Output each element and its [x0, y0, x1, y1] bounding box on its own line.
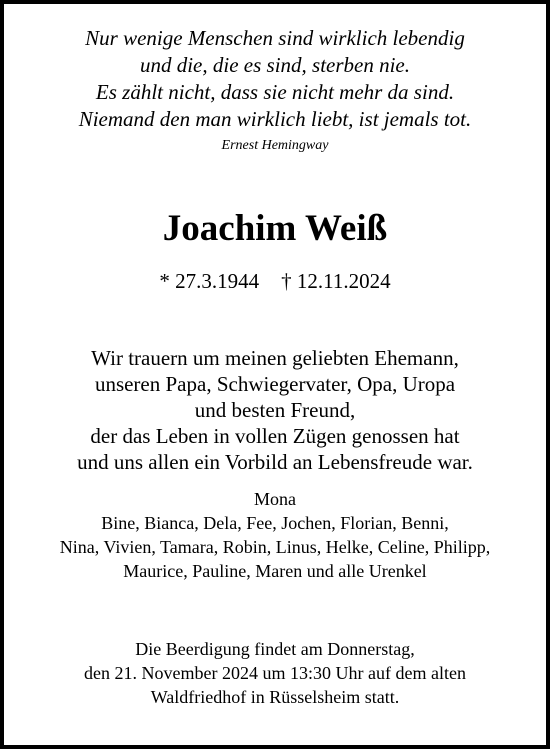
- death-date: † 12.11.2024: [281, 269, 391, 293]
- deceased-name: Joachim Weiß: [162, 208, 388, 249]
- quote-line: Nur wenige Menschen sind wirklich lebendig: [85, 26, 465, 50]
- memorial-quote: [4, 25, 546, 133]
- funeral-info: [4, 637, 546, 709]
- tribute-line: unseren Papa, Schwiegervater, Opa, Uropa: [94, 372, 456, 396]
- quote-line: Niemand den man wirklich liebt, ist jemals tot.: [78, 107, 472, 131]
- mourners-list: [4, 487, 546, 583]
- mourner-line: Mona: [254, 489, 296, 509]
- quote-author: Ernest Hemingway: [221, 138, 329, 153]
- mourner-line: Bine, Bianca, Dela, Fee, Jochen, Florian, Benni,: [101, 513, 449, 533]
- tribute-line: und besten Freund,: [194, 398, 356, 422]
- mourner-line: Maurice, Pauline, Maren und alle Urenkel: [123, 561, 427, 581]
- birth-date: * 27.3.1944: [159, 269, 260, 293]
- quote-line: Es zählt nicht, dass sie nicht mehr da sind.: [95, 80, 455, 104]
- funeral-line: Waldfriedhof in Rüsselsheim statt.: [150, 687, 400, 707]
- funeral-line: den 21. November 2024 um 13:30 Uhr auf dem alten: [84, 663, 466, 683]
- tribute-line: Wir trauern um meinen geliebten Ehemann,: [91, 346, 459, 370]
- life-dates: [4, 268, 546, 294]
- tribute-line: und uns allen ein Vorbild an Lebensfreude war.: [77, 450, 473, 474]
- quote-line: und die, die es sind, sterben nie.: [139, 53, 411, 77]
- tribute-line: der das Leben in vollen Zügen genossen hat: [90, 424, 460, 448]
- funeral-line: Die Beerdigung findet am Donnerstag,: [135, 639, 415, 659]
- mourner-line: Nina, Vivien, Tamara, Robin, Linus, Helke, Celine, Philipp,: [59, 537, 491, 557]
- tribute-text: [4, 345, 546, 475]
